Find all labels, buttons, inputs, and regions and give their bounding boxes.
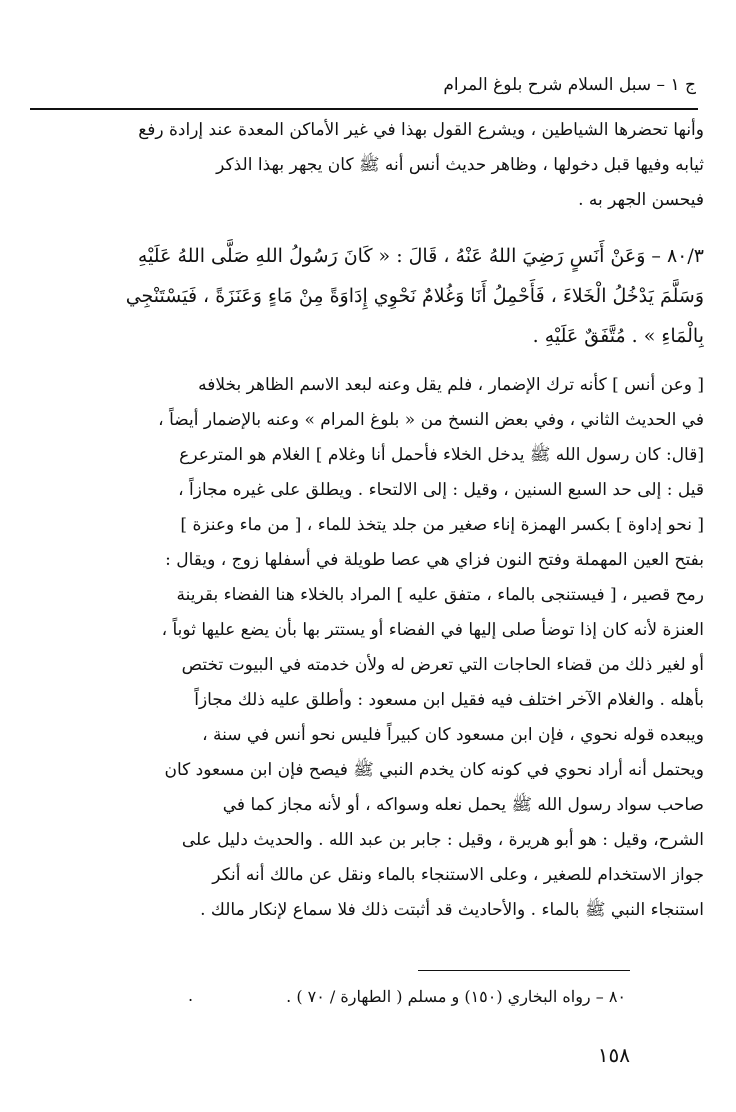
commentary-line: في الحديث الثاني ، وفي بعض النسخ من « بلوغ المرام » وعنه بالإضمار أيضاً ، — [158, 410, 704, 430]
commentary-line: بأهله . والغلام الآخر اختلف فيه فقيل ابن مسعود : وأطلق عليه ذلك مجازاً — [194, 690, 704, 710]
intro-line: ثيابه وفيها قبل دخولها ، وظاهر حديث أنس أنه ﷺ كان يجهر بهذا الذكر — [216, 155, 704, 175]
commentary-line: رمح قصير ، [ فيستنجى بالماء ، متفق عليه ] المراد بالخلاء هنا الفضاء بقرينة — [176, 585, 704, 605]
hadith-line: وَسَلَّمَ يَدْخُلُ الْخَلاءَ ، فَأَحْمِلُ أَنَا وَغُلامٌ نَحْوِي إِدَاوَةً مِنْ مَاءٍ وَعَنَزَةً ، فَيَسْتَنْجِي — [125, 285, 704, 307]
commentary-line: أو لغير ذلك من قضاء الحاجات التي تعرض له ولأن خدمته في البيوت تختص — [181, 655, 704, 675]
hadith-text — [36, 236, 704, 356]
commentary-line: جواز الاستخدام للصغير ، وعلى الاستنجاء بالماء ونقل عن مالك أنه أنكر — [212, 865, 704, 885]
footnote: ٨٠ – رواه البخاري (١٥٠) و مسلم ( الطهارة / ٧٠ ) . — [286, 987, 626, 1006]
commentary-line: ويبعده قوله نحوي ، فإن ابن مسعود كان كبيراً فليس نحو أنس في سنة ، — [202, 725, 704, 745]
intro-line: وأنها تحضرها الشياطين ، ويشرع القول بهذا في غير الأماكن المعدة عند إرادة رفع — [138, 120, 704, 140]
hadith-line: بِالْمَاءِ » . مُتَّفَقٌ عَلَيْهِ . — [532, 325, 704, 347]
commentary-line: بفتح العين المهملة وفتح النون فزاي هي عصا طويلة في أسفلها زوج ، ويقال : — [165, 550, 704, 570]
commentary-line: الشرح، وقيل : هو أبو هريرة ، وقيل : جابر بن عبد الله . والحديث دليل على — [181, 830, 704, 850]
commentary-line: [ وعن أنس ] كأنه ترك الإضمار ، فلم يقل وعنه لبعد الاسم الظاهر بخلافه — [198, 375, 704, 395]
hadith-line: ٨٠/٣ – وَعَنْ أَنَسٍ رَضِيَ اللهُ عَنْهُ ، قَالَ : « كَانَ رَسُولُ اللهِ صَلَّى اللهُ عَلَيْهِ — [137, 245, 704, 267]
running-header: ج ١ – سبل السلام شرح بلوغ المرام — [443, 75, 696, 95]
footnote-stray-dot: . — [188, 986, 194, 1005]
intro-paragraph — [36, 113, 704, 218]
commentary-line: صاحب سواد رسول الله ﷺ يحمل نعله وسواكه ، أو لأنه مجاز كما في — [222, 795, 704, 815]
commentary-line: استنجاء النبي ﷺ بالماء . والأحاديث قد أثبتت ذلك فلا سماع لإنكار مالك . — [200, 900, 704, 920]
commentary-line: [قال: كان رسول الله ﷺ يدخل الخلاء فأحمل أنا وغلام ] الغلام هو المترعرع — [179, 445, 704, 465]
page-number: ١٥٨ — [597, 1043, 630, 1067]
commentary-line: العنزة لأنه كان إذا توضأ صلى إليها في الفضاء أو يستتر بها بأن يضع عليها ثوباً ، — [161, 620, 704, 640]
commentary-line: قيل : إلى حد السبع السنين ، وقيل : إلى الالتحاء . ويطلق على غيره مجازاً ، — [178, 480, 704, 500]
commentary-line: ويحتمل أنه أراد نحوي في كونه كان يخدم النبي ﷺ فيصح فإن ابن مسعود كان — [164, 760, 704, 780]
intro-line: فيحسن الجهر به . — [578, 190, 704, 210]
commentary-paragraph — [36, 368, 704, 928]
page-body — [36, 113, 704, 928]
footnote-rule — [418, 970, 630, 971]
commentary-line: [ نحو إداوة ] بكسر الهمزة إناء صغير من جلد يتخذ للماء ، [ من ماء وعنزة ] — [180, 515, 704, 535]
header-rule — [30, 108, 698, 110]
